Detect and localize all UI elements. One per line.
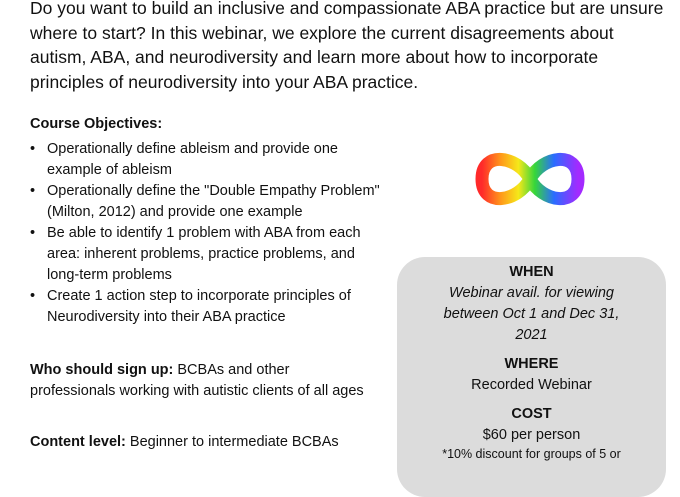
bullet-icon: • xyxy=(30,225,36,241)
objective-text: Operationally define the "Double Empathy Problem" (Milton, 2012) and provide one example xyxy=(47,183,380,220)
discount-note: *10% discount for groups of 5 or xyxy=(442,447,621,461)
bullet-icon: • xyxy=(30,288,36,304)
objective-text: Create 1 action step to incorporate principles of Neurodiversity into their ABA practice xyxy=(47,288,351,325)
event-info-box xyxy=(397,257,666,497)
when-heading: WHEN xyxy=(509,264,554,280)
bullet-icon: • xyxy=(30,141,36,157)
when-text: Webinar avail. for viewing between Oct 1 and Dec 31, 2021 xyxy=(443,285,620,343)
intro-paragraph: Do you want to build an inclusive and compassionate ABA practice but are unsure where to start? In this webinar, we explore the current disagreements about autism, ABA, and neurodiversity and learn more about how to incorporate principles of neurodiversity into your ABA practice. xyxy=(30,0,664,92)
content-level xyxy=(30,432,375,453)
list-item xyxy=(30,223,380,286)
who-label: Who should sign up: xyxy=(30,362,174,378)
where-text: Recorded Webinar xyxy=(471,377,592,393)
list-item xyxy=(30,139,380,181)
where-heading: WHERE xyxy=(504,356,559,372)
content-level-text: Beginner to intermediate BCBAs xyxy=(125,434,339,450)
cost-text: $60 per person xyxy=(482,427,581,443)
list-item xyxy=(30,181,380,223)
course-objectives-list xyxy=(30,139,380,328)
content-level-label: Content level: xyxy=(30,434,126,450)
who-text: BCBAs and other professionals working with autistic clients of all ages xyxy=(30,362,364,399)
bullet-icon: • xyxy=(30,183,36,199)
course-objectives-heading: Course Objectives: xyxy=(30,116,163,132)
who-should-sign-up xyxy=(30,360,375,402)
objective-text: Be able to identify 1 problem with ABA from each area: inherent problems, practice problems, and long-term problems xyxy=(47,225,361,283)
cost-heading: COST xyxy=(511,406,552,422)
list-item xyxy=(30,286,380,328)
rainbow-infinity-icon xyxy=(470,140,590,218)
objective-text: Operationally define ableism and provide one example of ableism xyxy=(47,141,338,178)
